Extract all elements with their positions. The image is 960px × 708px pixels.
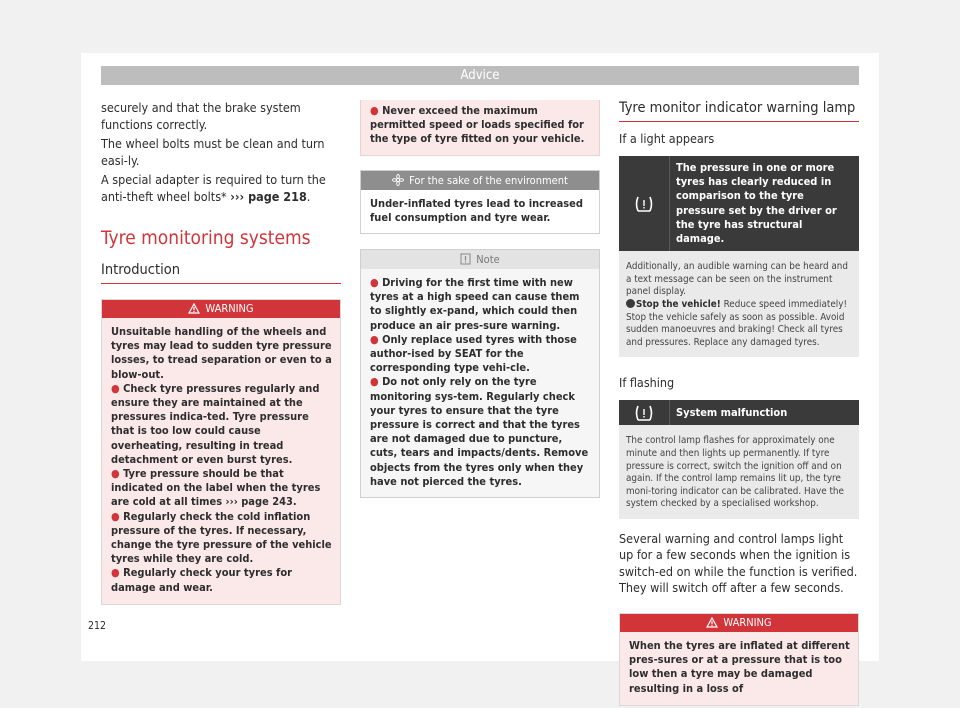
lamp-description [619,251,859,357]
bullet-icon: ● [370,104,379,117]
note-icon [460,253,471,265]
note-bullet-text: Driving for the first time with new tyres at a high speed can cause them to slightly ex-pand, which could then produce an air pres-sure warning. [370,276,580,332]
column-right [619,100,859,706]
subsection-heading: Introduction [101,262,341,284]
warning-label: WARNING [205,302,254,315]
lamp-row [619,156,859,251]
bullet-icon: ● [370,276,379,290]
warning-bullet-text: Regularly check your tyres for damage and wear. [111,566,293,594]
warning-bullet [111,510,333,567]
lamp-row [619,400,859,425]
flower-icon [392,174,404,186]
note-header [361,250,599,269]
warning-label: WARNING [723,615,772,629]
note-body [361,269,599,497]
lamp-title: The pressure in one or more tyres has clearly reduced in comparison to the tyre pressure set by the driver or the tyre has structural damage. [676,161,837,246]
lamp-title: System malfunction [676,406,788,420]
paragraph: securely and that the brake system functions correctly. [101,100,301,132]
warning-bullet [111,566,333,594]
warning-bullet-text: Check tyre pressures regularly and ensure they are maintained at the pressures indica-ted. Tyre pressure that is too low could cause overheating, resulting in tread detachment or even burst tyres. [111,381,320,466]
warning-body [102,318,340,604]
column-middle [360,100,600,498]
environment-body: Under-inflated tyres lead to increased fuel consumption and tyre wear. [361,190,599,233]
warning-header [620,614,858,632]
warning-intro: Unsuitable handling of the wheels and tyres may lead to sudden tyre pressure losses, to tread separation or even to a blow-out. [111,325,332,381]
paragraph [101,172,341,205]
note-bullet-text: Do not only rely on the tyre monitoring sys-tem. Regularly check your tyres to ensure that the tyre pressure is correct and that the tyres are not damaged due to puncture, cuts, tears and impacts/dents. Remove objects from the tyres only when they have not pierced the tyres. [370,375,589,488]
note-bullet-text: Only replace used tyres with those author-ised by SEAT for the corresponding type vehi-cle. [370,332,577,375]
section-heading: Tyre monitor indicator warning lamp [619,100,859,122]
lamp-table-appears [619,156,859,357]
bullet-icon: ● [111,566,120,580]
warning-header [102,300,340,318]
bullet-icon: ● [370,375,379,389]
paragraph-suffix: . [306,188,311,204]
lamp-description: The control lamp flashes for approximately one minute and then lights up permanently. If tyre pressure is correct, switch the ignition off and on again. If the control lamp remains lit up, the tyre moni-toring indicator can be calibrated. Have the system checked by a specialised workshop. [619,425,859,519]
note-bullet [370,333,591,376]
warning-body: When the tyres are inflated at different pres-sures or at a pressure that is too low then a tyre may be damaged resulting in a loss of [629,638,850,695]
warning-bullet-text: Tyre pressure should be that indicated on the label when the tyres are cold at all times [111,467,321,509]
environment-header [361,171,599,190]
warning-triangle-icon [706,617,718,628]
tyre-pressure-icon [619,156,670,251]
paragraph-text: A special adapter is required to turn the anti-theft wheel bolts* [101,172,326,204]
warning-bullet [111,467,333,510]
lamp-desc-text: Reduce speed immediately! Stop the vehicle safely as soon as possible. Avoid sudden manoeuvres and braking! Check all tyres and pressures. Replace any damaged tyres. [626,299,847,348]
lamp-desc-bold: Stop the vehicle! [636,299,721,310]
warning-bullet-text: Regularly check the cold inflation pressure of the tyres. If necessary, change the tyre pressure of the vehicle tyres while they are cold. [111,509,332,566]
environment-label: For the sake of the environment [409,173,568,187]
warning-bullet [111,382,333,467]
warning-triangle-icon [188,303,200,314]
bullet-icon: ● [370,332,379,346]
tyre-pressure-icon [619,400,670,425]
environment-box [360,170,600,234]
section-heading: Tyre monitoring systems [101,227,311,249]
warning-continuation [360,100,600,156]
note-bullet [370,276,591,333]
page-link[interactable]: ››› page 218 [230,188,307,204]
subheading: If a light appears [619,131,715,146]
note-box [360,249,600,498]
page-number: 212 [88,620,107,632]
column-left [101,100,341,605]
paragraph: The wheel bolts must be clean and turn easi-ly. [101,136,325,168]
bullet-icon: ● [111,381,120,395]
warning-bullet-text: Never exceed the maximum permitted speed or loads specified for the type of tyre fitted on your vehicle. [370,104,585,146]
warning-box [619,613,859,706]
subheading: If flashing [619,375,675,391]
stop-icon [626,299,635,308]
note-label: Note [476,253,500,267]
bullet-icon: ● [111,467,120,481]
bullet-icon: ● [111,509,120,523]
lamp-desc-text: Additionally, an audible warning can be heard and a text message can be seen on the instrument panel display. [626,261,848,298]
paragraph: Several warning and control lamps light up for a few seconds when the ignition is switch-ed on while the function is verified. They will switch off after a few seconds. [619,530,858,596]
page-link[interactable]: ››› page 243. [225,495,297,509]
page-header: Advice [101,66,859,85]
lamp-table-flashing [619,400,859,519]
note-bullet [370,375,591,489]
warning-box [101,299,341,605]
